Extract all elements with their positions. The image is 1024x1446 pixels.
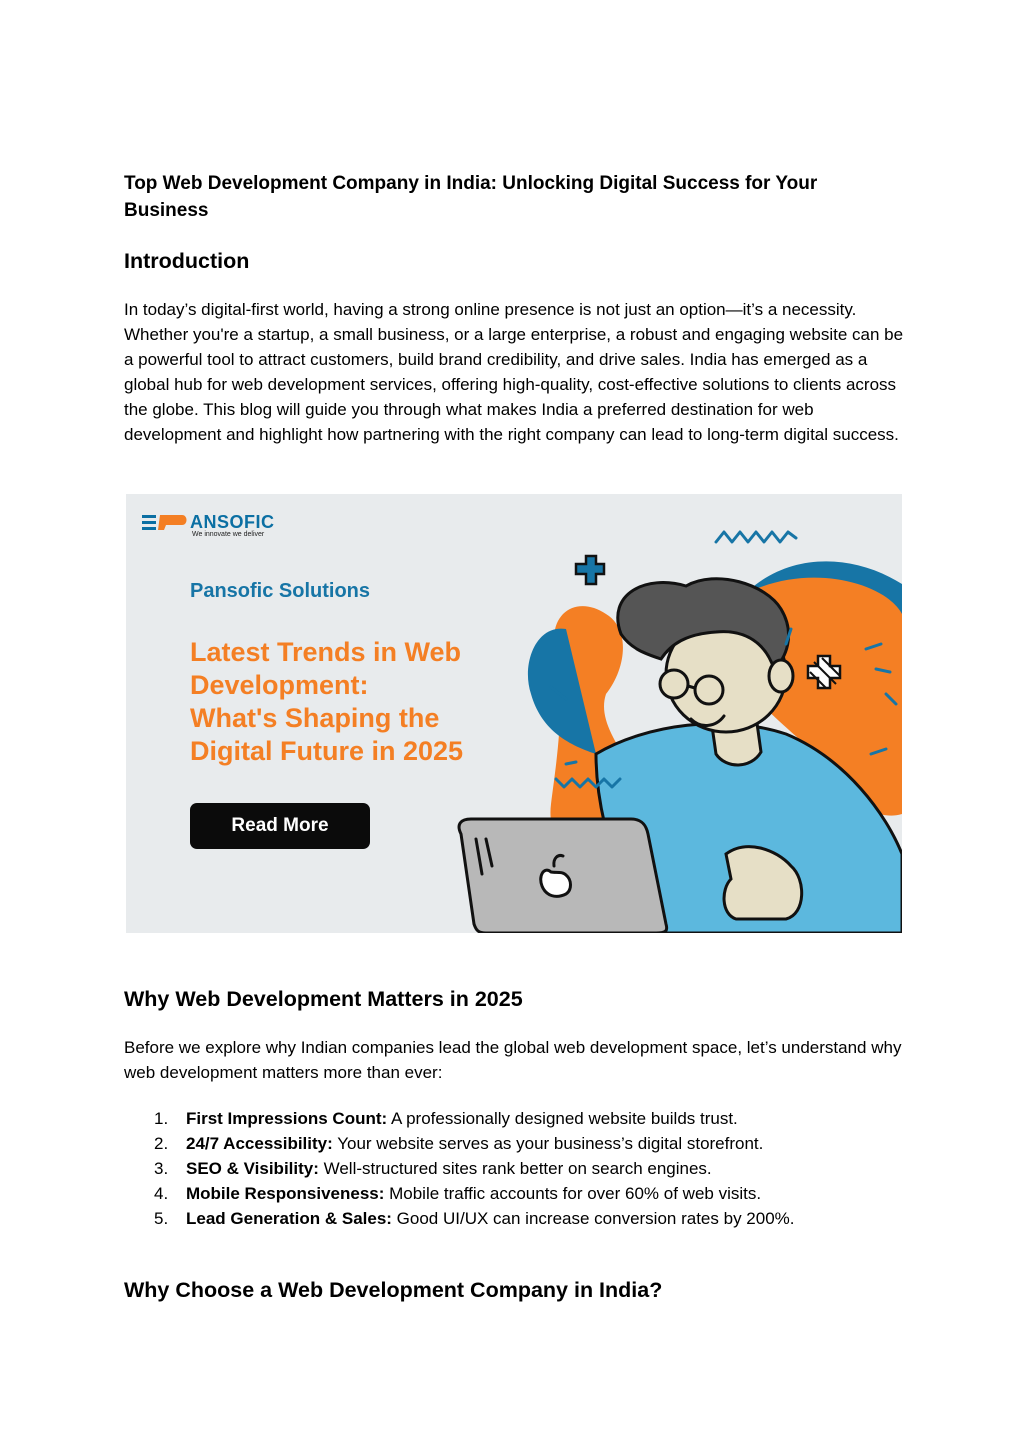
introduction-paragraph: In today’s digital-first world, having a strong online presence is not just an option—it’s a necessity. Whether you're a startup, a small business, or a large enterprise, a robust and engaging website can be a powerful tool to attract customers, build brand credibility, and drive sales. India has emerged as a global hub for web development services, offering high-quality, cost-effective solutions to clients across the globe. This blog will guide you through what makes India a preferred destination for web development and highlight how partnering with the right company can lead to long-term digital success.: [124, 300, 904, 444]
logo-text: ANSOFIC: [190, 512, 275, 532]
section-paragraph: Before we explore why Indian companies lead the global web development space, let’s understand why web development matters more than ever:: [124, 1038, 902, 1082]
banner-headline: [190, 636, 540, 768]
pansofic-logo: [142, 510, 282, 540]
benefits-list: [140, 1106, 900, 1231]
banner-headline-line: Latest Trends in Web: [190, 637, 462, 667]
introduction-heading: Introduction: [124, 249, 250, 273]
list-item: 5. Lead Generation & Sales: Good UI/UX can increase conversion rates by 200%.: [154, 1209, 795, 1228]
banner-headline-line: Digital Future in 2025: [190, 736, 464, 766]
read-more-button[interactable]: Read More: [190, 803, 370, 849]
document-title: Top Web Development Company in India: Unlocking Digital Success for Your Business: [124, 173, 818, 221]
section-heading-why-web-development: Why Web Development Matters in 2025: [124, 987, 523, 1011]
logo-mark-icon: [142, 512, 190, 534]
list-item: 2. 24/7 Accessibility: Your website serves as your business’s digital storefront.: [154, 1134, 764, 1153]
banner-company-name: Pansofic Solutions: [190, 580, 371, 602]
banner-headline-line: What's Shaping the: [190, 703, 440, 733]
banner-headline-line: Development:: [190, 670, 369, 700]
logo-tagline: We innovate we deliver: [192, 531, 265, 538]
blog-banner-image[interactable]: [126, 494, 902, 933]
list-item: 3. SEO & Visibility: Well-structured sites rank better on search engines.: [154, 1159, 712, 1178]
list-item: 4. Mobile Responsiveness: Mobile traffic accounts for over 60% of web visits.: [154, 1184, 762, 1203]
list-item: 1. First Impressions Count: A professionally designed website builds trust.: [154, 1109, 738, 1128]
section-heading-why-choose-india: Why Choose a Web Development Company in India?: [124, 1278, 663, 1302]
